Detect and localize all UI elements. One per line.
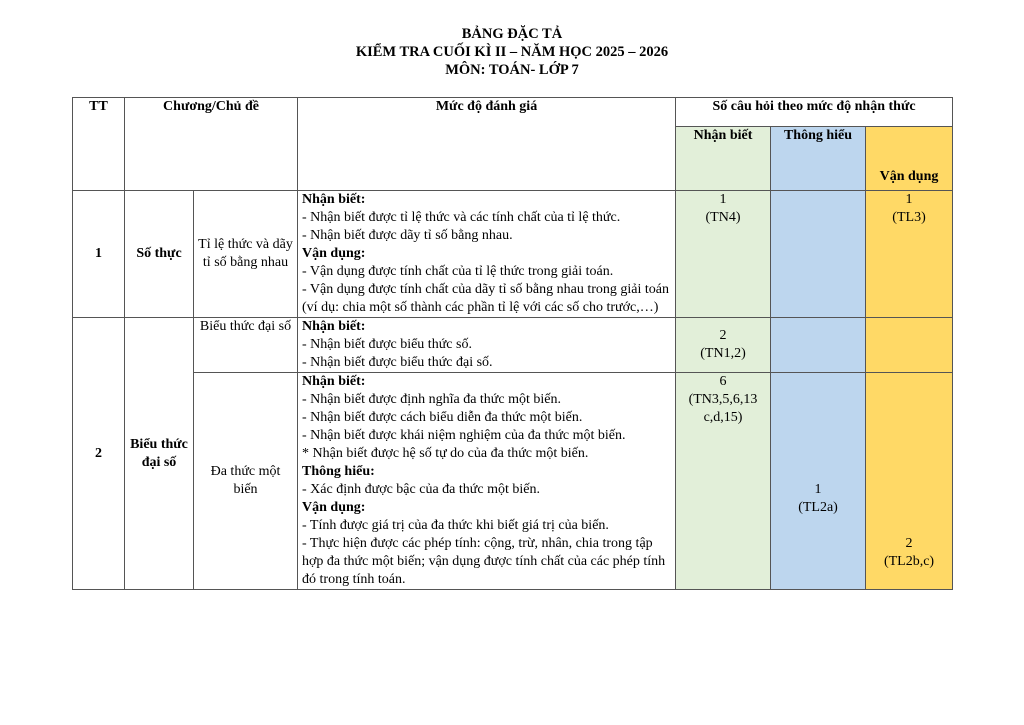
row-chapter: Số thực [125, 191, 194, 318]
cell-van-dung [866, 318, 953, 373]
header-nhan-biet: Nhận biết [676, 127, 771, 191]
question-count: 6 [719, 374, 727, 389]
desc-heading: Nhận biết: [302, 192, 366, 207]
title-line-1: BẢNG ĐẶC TẢ [461, 26, 563, 42]
question-count: 2 [719, 328, 727, 343]
question-codes: (TL2a) [798, 500, 838, 515]
cell-thong-hieu [771, 373, 866, 590]
title-line-2: KIỂM TRA CUỐI KÌ II – NĂM HỌC 2025 – 2026 [355, 44, 669, 60]
desc-line: - Nhận biết được khái niệm nghiệm của đa thức một biến. [302, 428, 626, 443]
document-title [0, 25, 1024, 79]
desc-line: - Tính được giá trị của đa thức khi biết giá trị của biến. [302, 518, 609, 533]
header-tt: TT [73, 98, 125, 191]
row-chapter: Biểu thức đại số [125, 318, 194, 590]
header-questions: Số câu hỏi theo mức độ nhận thức [676, 98, 953, 127]
desc-line: - Nhận biết được cách biểu diễn đa thức một biến. [302, 410, 583, 425]
header-thong-hieu: Thông hiểu [771, 127, 866, 191]
row-topic: Đa thức một biến [194, 373, 298, 590]
question-codes: (TN3,5,6,13 c,d,15) [688, 392, 758, 425]
desc-line: - Nhận biết được dãy tỉ số bằng nhau. [302, 228, 513, 243]
cell-thong-hieu [771, 318, 866, 373]
row-description [298, 318, 676, 373]
row-tt: 2 [73, 318, 125, 590]
cell-thong-hieu [771, 191, 866, 318]
header-van-dung: Vận dụng [866, 127, 953, 191]
row-topic: Biểu thức đại số [194, 318, 298, 373]
desc-heading: Vận dụng: [302, 246, 366, 261]
desc-line: * Nhận biết được hệ số tự do của đa thức một biến. [302, 446, 589, 461]
row-topic: Tỉ lệ thức và dãy tỉ số bằng nhau [194, 191, 298, 318]
title-line-3: MÔN: TOÁN- LỚP 7 [445, 62, 579, 78]
table-row [73, 373, 953, 590]
desc-line: - Nhận biết được biểu thức số. [302, 337, 472, 352]
desc-line: - Xác định được bậc của đa thức một biến. [302, 482, 540, 497]
cell-nhan-biet [676, 373, 771, 590]
desc-heading: Thông hiểu: [302, 464, 375, 479]
desc-line: - Nhận biết được định nghĩa đa thức một biến. [302, 392, 561, 407]
desc-line: - Thực hiện được các phép tính: cộng, trừ, nhân, chia trong tập hợp đa thức một biến; vận dụng được tính chất của các phép tính đó trong tính toán. [302, 536, 666, 587]
desc-heading: Vận dụng: [302, 500, 366, 515]
question-codes: (TL3) [892, 210, 926, 225]
desc-heading: Nhận biết: [302, 319, 366, 334]
header-chapter: Chương/Chủ đề [125, 98, 298, 191]
cell-nhan-biet [676, 318, 771, 373]
specification-table [72, 97, 953, 590]
question-codes: (TN4) [705, 210, 741, 225]
desc-line: - Nhận biết được biểu thức đại số. [302, 355, 493, 370]
cell-nhan-biet [676, 191, 771, 318]
desc-heading: Nhận biết: [302, 374, 366, 389]
cell-van-dung [866, 373, 953, 590]
table-row [73, 191, 953, 318]
row-description [298, 373, 676, 590]
question-count: 2 [905, 536, 913, 551]
desc-line: - Vận dụng được tính chất của dãy tỉ số bằng nhau trong giải toán (ví dụ: chia một số thành các phần tỉ lệ với các số cho trước,…) [302, 282, 669, 315]
header-level: Mức độ đánh giá [298, 98, 676, 191]
question-codes: (TN1,2) [700, 346, 746, 361]
question-count: 1 [719, 192, 727, 207]
question-count: 1 [905, 192, 913, 207]
question-count: 1 [814, 482, 822, 497]
row-tt: 1 [73, 191, 125, 318]
table-row [73, 318, 953, 373]
desc-line: - Nhận biết được tỉ lệ thức và các tính chất của tỉ lệ thức. [302, 210, 621, 225]
row-description [298, 191, 676, 318]
question-codes: (TL2b,c) [883, 554, 935, 569]
cell-van-dung [866, 191, 953, 318]
desc-line: - Vận dụng được tính chất của tỉ lệ thức trong giải toán. [302, 264, 614, 279]
